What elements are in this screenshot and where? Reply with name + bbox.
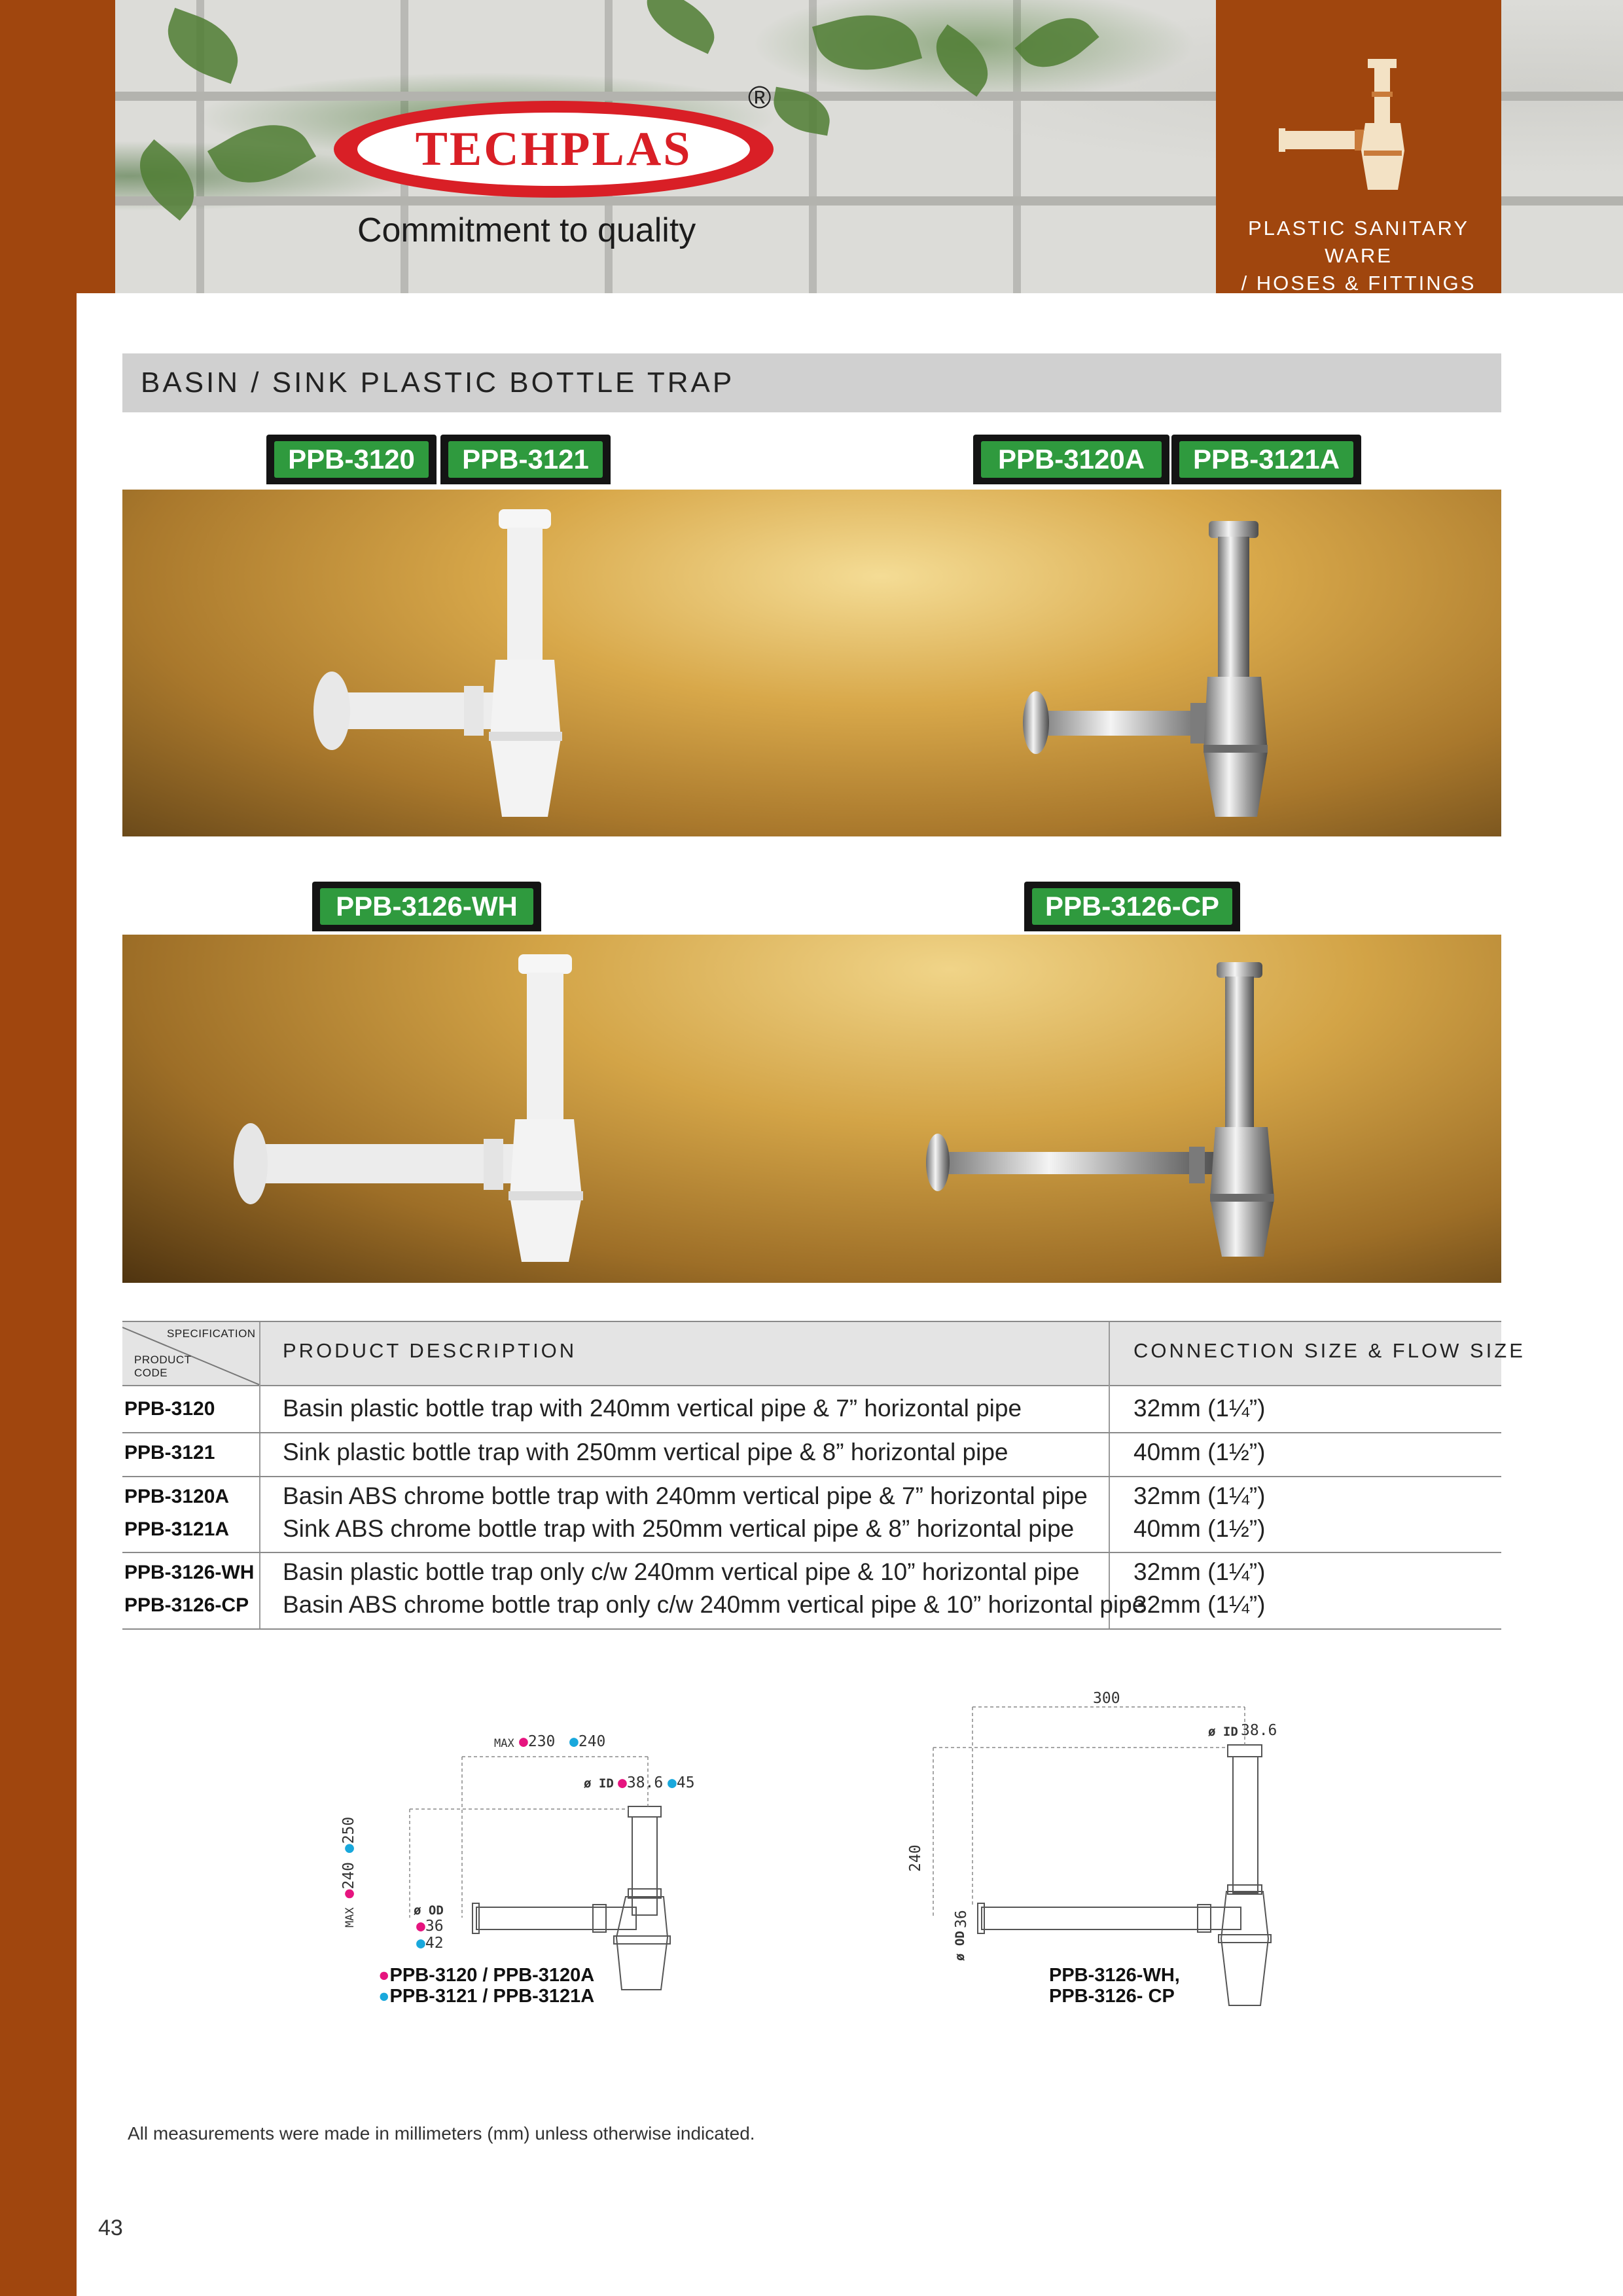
width-max-label: MAX bbox=[494, 1737, 514, 1750]
header-connection-size: CONNECTION SIZE & FLOW SIZE bbox=[1133, 1339, 1525, 1362]
row-product-code: PPB-3126-CP bbox=[124, 1594, 249, 1616]
row-product-code: PPB-3120 bbox=[124, 1398, 215, 1420]
product-tag bbox=[1171, 435, 1361, 484]
height-dimension: MAX ●240 ●250 bbox=[340, 1816, 357, 1928]
row-connection-size: 32mm (1¼”) bbox=[1133, 1558, 1266, 1585]
product-tag-label: PPB-3126-WH bbox=[320, 888, 533, 925]
table-rule bbox=[122, 1432, 1501, 1433]
category-line-1: PLASTIC SANITARY WARE bbox=[1248, 217, 1469, 267]
product-photo-row-2 bbox=[122, 935, 1501, 1283]
header-product: PRODUCT bbox=[134, 1354, 192, 1366]
right-id-label: ø ID bbox=[1208, 1725, 1238, 1739]
legend-item-b: ●PPB-3121 / PPB-3121A bbox=[378, 1986, 595, 2007]
row-description: Basin plastic bottle trap only c/w 240mm vertical pipe & 10” horizontal pipe bbox=[283, 1558, 1080, 1585]
leaf-decoration bbox=[124, 139, 209, 221]
width-value-a: 230 bbox=[527, 1733, 556, 1750]
id-dimension-b: ●45 bbox=[668, 1774, 695, 1791]
row-connection-size: 40mm (1½”) bbox=[1133, 1439, 1266, 1465]
row-connection-size: 32mm (1¼”) bbox=[1133, 1395, 1266, 1422]
row-description: Sink plastic bottle trap with 250mm vertical pipe & 8” horizontal pipe bbox=[283, 1439, 1008, 1465]
tagline: Commitment to quality bbox=[357, 211, 696, 249]
od-dimension-a: ●36 bbox=[416, 1918, 444, 1935]
table-rule bbox=[122, 1476, 1501, 1477]
od-value-b: 42 bbox=[425, 1935, 444, 1952]
row-description: Basin ABS chrome bottle trap with 240mm vertical pipe & 7” horizontal pipe bbox=[283, 1482, 1088, 1509]
table-rule bbox=[122, 1552, 1501, 1553]
width-value-b: 240 bbox=[578, 1733, 606, 1750]
right-label-line-2: PPB-3126- CP bbox=[1049, 1986, 1175, 2007]
right-width-dimension: 300 bbox=[1093, 1690, 1120, 1707]
product-tag-label: PPB-3120 bbox=[274, 441, 429, 478]
right-label-line-1: PPB-3126-WH, bbox=[1049, 1965, 1180, 1986]
bottle-trap-icon bbox=[1276, 52, 1446, 203]
white-bottle-trap-image bbox=[312, 503, 705, 830]
page-number: 43 bbox=[98, 2215, 123, 2240]
height-max-label: MAX bbox=[344, 1907, 357, 1928]
right-od-dimension: 36 bbox=[953, 1910, 970, 1928]
product-tag-label: PPB-3121 bbox=[448, 441, 603, 478]
legend-item-a: ●PPB-3120 / PPB-3120A bbox=[378, 1965, 595, 1986]
category-label bbox=[1216, 215, 1501, 297]
product-tag bbox=[973, 435, 1169, 484]
row-product-code: PPB-3121 bbox=[124, 1442, 215, 1463]
id-dimension-a: ●38.6 bbox=[618, 1774, 664, 1791]
product-tag bbox=[440, 435, 611, 484]
right-od-label: ø OD bbox=[953, 1931, 967, 1961]
product-tag-label: PPB-3126-CP bbox=[1032, 888, 1232, 925]
row-connection-size: 32mm (1¼”) bbox=[1133, 1482, 1266, 1509]
row-connection-size: 32mm (1¼”) bbox=[1133, 1591, 1266, 1618]
header-product-description: PRODUCT DESCRIPTION bbox=[283, 1339, 577, 1362]
row-description: Basin ABS chrome bottle trap only c/w 240mm vertical pipe & 10” horizontal pipe bbox=[283, 1591, 1146, 1618]
id-value-a: 38.6 bbox=[626, 1774, 664, 1791]
right-id-dimension: 38.6 bbox=[1241, 1722, 1277, 1739]
leaf-decoration bbox=[207, 105, 316, 202]
row-description: Basin plastic bottle trap with 240mm vertical pipe & 7” horizontal pipe bbox=[283, 1395, 1022, 1422]
left-brand-strip bbox=[0, 0, 77, 2296]
product-tag bbox=[266, 435, 437, 484]
header-specification: SPECIFICATION bbox=[167, 1327, 256, 1340]
id-label: ø ID bbox=[584, 1776, 614, 1791]
category-line-2: / HOSES & FITTINGS bbox=[1241, 272, 1476, 295]
od-dimension-b: ●42 bbox=[416, 1935, 444, 1952]
leaf-decoration bbox=[923, 24, 1001, 97]
width-dimension-a: ●230 bbox=[519, 1733, 556, 1750]
techplas-logo bbox=[331, 98, 776, 200]
leaf-decoration bbox=[1014, 2, 1099, 83]
width-dimension-b: ●240 bbox=[569, 1733, 606, 1750]
row-product-code: PPB-3121A bbox=[124, 1518, 230, 1540]
id-value-b: 45 bbox=[676, 1774, 695, 1791]
row-product-code: PPB-3120A bbox=[124, 1486, 230, 1507]
leaf-decoration bbox=[157, 8, 249, 84]
logo-wordmark: TECHPLAS bbox=[415, 122, 692, 176]
chrome-bottle-trap-image bbox=[999, 503, 1392, 830]
product-tag bbox=[1024, 882, 1240, 931]
header-left-strip bbox=[0, 0, 115, 293]
row-product-code: PPB-3126-WH bbox=[124, 1562, 255, 1583]
height-value-a: 240 bbox=[340, 1862, 357, 1890]
table-rule bbox=[122, 1628, 1501, 1630]
leaf-decoration bbox=[812, 1, 922, 84]
product-tag-label: PPB-3120A bbox=[981, 441, 1162, 478]
table-rule bbox=[122, 1385, 1501, 1386]
height-value-b: 250 bbox=[340, 1816, 357, 1844]
legend-text-b: PPB-3121 / PPB-3121A bbox=[389, 1986, 595, 2007]
legend-text-a: PPB-3120 / PPB-3120A bbox=[389, 1965, 595, 1986]
white-long-bottle-trap-image bbox=[227, 948, 724, 1275]
dimension-diagram-left bbox=[373, 1728, 713, 1996]
od-label: ø OD bbox=[414, 1903, 444, 1918]
product-tag-label: PPB-3121A bbox=[1179, 441, 1353, 478]
product-tag bbox=[312, 882, 541, 931]
measurement-footnote: All measurements were made in millimeters (mm) unless otherwise indicated. bbox=[128, 2123, 755, 2144]
header-code: CODE bbox=[134, 1367, 168, 1379]
table-rule bbox=[122, 1321, 1501, 1322]
row-connection-size: 40mm (1½”) bbox=[1133, 1515, 1266, 1542]
right-height-dimension: 240 bbox=[907, 1844, 924, 1872]
section-title: BASIN / SINK PLASTIC BOTTLE TRAP bbox=[141, 367, 735, 399]
od-value-a: 36 bbox=[425, 1918, 444, 1935]
chrome-long-bottle-trap-image bbox=[914, 948, 1412, 1275]
product-photo-row-1 bbox=[122, 490, 1501, 836]
leaf-decoration bbox=[637, 0, 724, 54]
row-description: Sink ABS chrome bottle trap with 250mm vertical pipe & 8” horizontal pipe bbox=[283, 1515, 1075, 1542]
registered-mark: ® bbox=[748, 81, 772, 115]
